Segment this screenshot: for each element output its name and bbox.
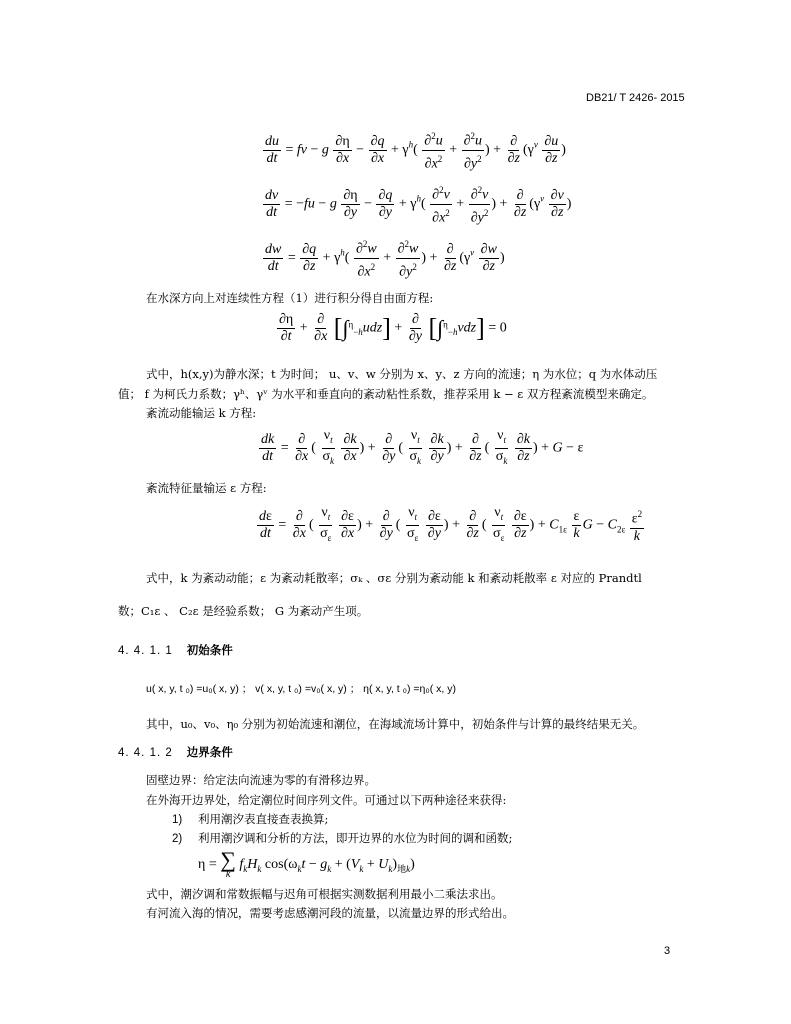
heading-boundary-conditions [118, 744, 233, 760]
paragraph-river-inflow: 有河流入海的情况，需要考虑感潮河段的流量，以流量边界的形式给出。 [146, 906, 514, 920]
paragraph-where-k-line2: 数；C₁ε 、 C₂ε 是经验系数； G 为紊动产生项。 [118, 604, 369, 618]
paragraph-where-k-line1: 式中，k 为紊动动能；ε 为紊动耗散率；σₖ 、σε 分别为紊动能 k 和紊动耗散率 ε 对应的 Prandtl [146, 571, 642, 585]
equation-dw-dt: $\frac{dw}{dt}$ = $\frac{\partial q}{\partial z}$ + $\gamma^h$( $\frac{\partial^2w}{\partial x^2}$ + $\frac{\partial^2w}{\partial y^2}$ ) + $\frac{\partial}{\partial z}$ ($\gamma^v$ $\frac{\partial w}{\partial z}$ ) [262, 236, 505, 280]
initial-conditions-formula: u( x, y, t ₀) =u₀( x, y) ； v( x, y, t ₀) =v₀( x, y) ； η( x, y, t ₀) =η₀( x, y) [146, 683, 456, 695]
equation-tidal-harmonic: η = ∑ k $f_kH_k$ $\cos(\omega_kt - g_k + (V_k + U_k)_{地k})$ [198, 847, 415, 880]
paragraph-harmonic-constants: 式中，潮汐调和常数振幅与迟角可根据实测数据利用最小二乘法求出。 [146, 887, 503, 901]
equation-epsilon: $\frac{d\varepsilon}{dt}$ = $\frac{\partial}{\partial x}$ ( $\frac{\nu_t}{\sigma_\varepsilon}$ $\frac{\partial\varepsilon}{\partial x}$ ) + $\frac{\partial}{\partial y}$ ( $\frac{\nu_t}{\sigma_\varepsilon}$ $\frac{\partial\varepsilon}{\partial y}$ ) + $\frac{\partial}{\partial z}$ ( $\frac{\nu_t}{\sigma_\varepsilon}$ $\frac{\partial\varepsilon}{\partial z}$ ) + $C_{1\varepsilon}$ $\frac{\varepsilon}{k}$ $G - C_{2\varepsilon}$ $\frac{\varepsilon^2}{k}$ [259, 505, 643, 544]
paragraph-initial-values: 其中，u₀、v₀、η₀ 分别为初始流速和潮位，在海域流场计算中，初始条件与计算的最终结果无关。 [146, 717, 645, 731]
list-item: 2) 利用潮汐调和分析的方法，即开边界的水位为时间的调和函数; [172, 831, 513, 845]
paragraph-where-line2: 值； f 为柯氏力系数；γʰ、γᵛ 为水平和垂直向的紊动粘性系数，推荐采用 k − ε 双方程紊流模型来确定。 [118, 387, 654, 401]
heading-title: 边界条件 [186, 745, 233, 759]
heading-initial-conditions [118, 642, 233, 658]
paragraph-where-line1: 式中，h(x,y)为静水深；t 为时间； u、v、w 分别为 x、y、z 方向的流速；η 为水位；q 为水体动压 [146, 367, 658, 381]
heading-title: 初始条件 [186, 643, 233, 657]
equation-free-surface: $\frac{\partial\eta}{\partial t}$ + $\frac{\partial}{\partial x}$ [∫$^\eta_{-h}$udz] + $\frac{\partial}{\partial y}$ [∫$^\eta_{-h}$vdz] = 0 [279, 312, 507, 344]
equation-dv-dt: $\frac{dv}{dt}$ = −fu − g $\frac{\partial\eta}{\partial y}$ − $\frac{\partial q}{\partial y}$ + $\gamma^h$( $\frac{\partial^2v}{\partial x^2}$ + $\frac{\partial^2v}{\partial y^2}$ ) + $\frac{\partial}{\partial z}$ ($\gamma^v$ $\frac{\partial v}{\partial z}$ ) [262, 182, 571, 226]
paragraph-solid-wall: 固壁边界：给定法向流速为零的有滑移边界。 [146, 773, 376, 787]
doc-id: DB21/ T 2426- 2015 [586, 92, 685, 104]
paragraph-k-equation-title: 紊流动能输运 k 方程: [146, 406, 257, 420]
list-item: 1) 利用潮汐表直接查表换算; [172, 812, 329, 826]
paragraph-open-boundary: 在外海开边界处，给定潮位时间序列文件。可通过以下两种途径来获得: [146, 793, 507, 807]
page-number: 3 [664, 945, 671, 957]
paragraph-epsilon-equation-title: 紊流特征量输运 ε 方程: [146, 481, 267, 495]
paragraph-continuity: 在水深方向上对连续性方程（1）进行积分得自由面方程: [146, 291, 434, 305]
equation-du-dt: $\frac{du}{dt}$ = fv − g $\frac{\partial\eta}{\partial x}$ − $\frac{\partial q}{\partial x}$ + $\gamma^h$( $\frac{\partial^2u}{\partial x^2}$ + $\frac{\partial^2u}{\partial y^2}$ ) + $\frac{\partial}{\partial z}$ ($\gamma^v$ $\frac{\partial u}{\partial z}$ ) [262, 128, 566, 172]
equation-k: $\frac{dk}{dt}$ = $\frac{\partial}{\partial x}$ ( $\frac{\nu_t}{\sigma_k}$ $\frac{\partial k}{\partial x}$ ) + $\frac{\partial}{\partial y}$ ( $\frac{\nu_t}{\sigma_k}$ $\frac{\partial k}{\partial y}$ ) + $\frac{\partial}{\partial z}$ ( $\frac{\nu_t}{\sigma_k}$ $\frac{\partial k}{\partial z}$ ) + G − ε [261, 428, 584, 466]
heading-number: 4. 4. 1. 1 [118, 645, 173, 657]
heading-number: 4. 4. 1. 2 [118, 747, 173, 759]
